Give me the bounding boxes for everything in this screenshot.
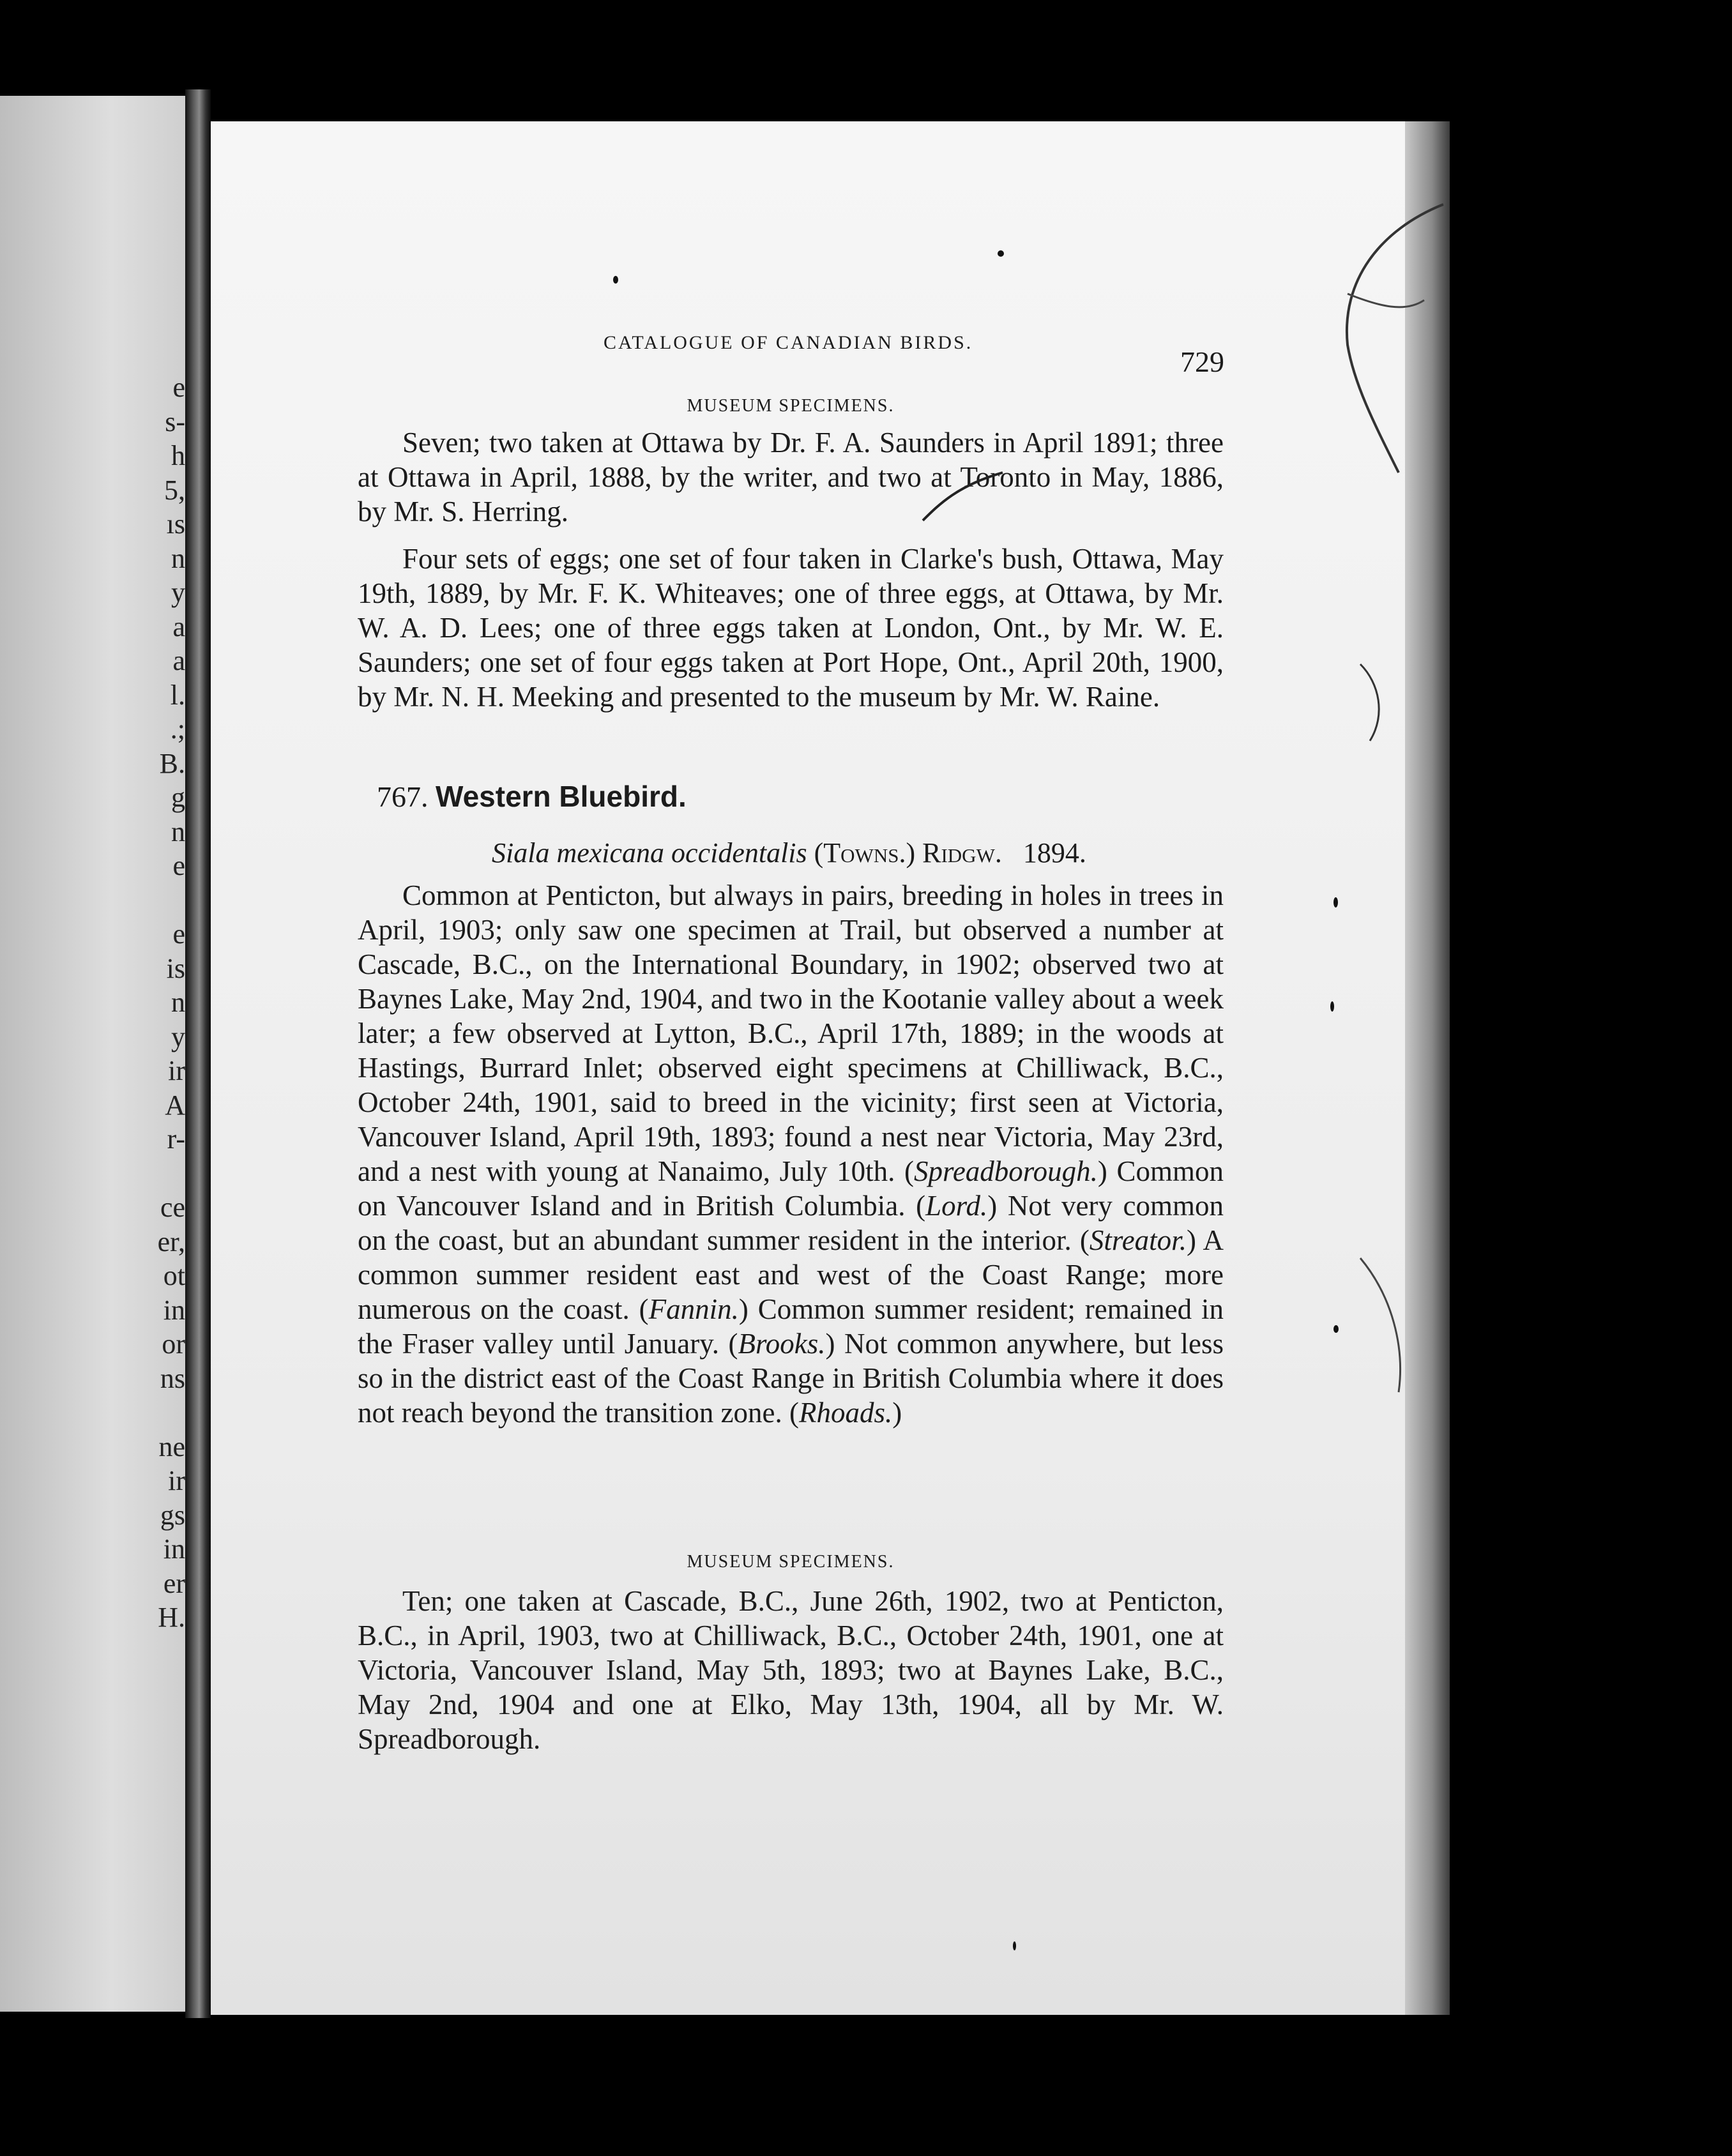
left-page-text-fragment: B. — [159, 747, 185, 779]
left-page-text-fragment: ir — [168, 1055, 185, 1086]
left-page-text-fragment: ir — [168, 1465, 185, 1496]
paragraph: Seven; two taken at Ottawa by Dr. F. A. Saunders in April 1891; three at Ottawa in April, 1888, by the writer, and two at Toronto in May, 1886, by Mr. S. Herring. — [358, 427, 1224, 528]
authority-citation: Spreadborough. — [913, 1155, 1098, 1187]
left-page-text-fragment: e — [172, 918, 185, 950]
species-account — [358, 878, 1224, 1430]
left-page-text-fragment: g — [171, 782, 185, 813]
left-page-text-fragment: ıs — [166, 508, 185, 540]
running-title: CATALOGUE OF CANADIAN BIRDS. — [604, 332, 973, 353]
left-page-text-fragment: n — [171, 816, 185, 847]
museum-specimens-section-2 — [358, 1552, 1224, 1756]
left-page-text-fragment: is — [166, 952, 185, 984]
left-page-text-fragment: l. — [170, 679, 185, 711]
authority-citation: Streator. — [1089, 1224, 1187, 1256]
left-page-text-fragment: A — [165, 1089, 185, 1121]
museum-specimens-section-1 — [358, 396, 1224, 714]
year: 1894. — [1022, 837, 1086, 869]
speck — [613, 276, 618, 284]
scientific-name: Siala mexicana occidentalis — [492, 837, 807, 869]
authority: Ridgw. — [922, 837, 1002, 869]
left-facing-page — [0, 96, 185, 2012]
left-page-text-fragment: ot — [163, 1260, 185, 1291]
species-common-name: Western Bluebird. — [436, 780, 687, 813]
left-page-text-fragment: e — [172, 372, 185, 403]
authority: (Towns.) — [814, 837, 916, 869]
left-page-text-fragment: 5, — [164, 474, 185, 506]
section-label: MUSEUM SPECIMENS. — [687, 1552, 895, 1572]
account-text: Common at Penticton, but always in pairs, breeding in holes in trees in April, 1903; only saw one specimen at Trail, but observed a number at Cascade, B.C., on the International Boundary, in 1902; observed two at Baynes Lake, May 2nd, 1904, and two in the Kootanie valley about a week later; a few observed at Lytton, B.C., April 17th, 1889; in the woods at Hastings, Burrard Inlet; observed eight specimens at Chilliwack, B.C., October 24th, 1901, said to breed in the vicinity; first seen at Victoria, Vancouver Island, April 19th, 1893; found a nest near Victoria, May 23rd, and a nest with young at Nanaimo, July 10th. ( — [358, 879, 1224, 1187]
speck — [1330, 1001, 1334, 1012]
account-text: ) A common summer resident east and west of the Coast Range; more numerous on the coast. ( — [358, 1224, 1224, 1325]
scientific-name-line — [492, 837, 1086, 869]
speck — [998, 250, 1004, 257]
pen-mark — [920, 460, 1009, 530]
scratch-marks — [1252, 179, 1456, 1520]
account-text: ) Not very common on the coast, but an abundant summer resident in the interior. ( — [358, 1190, 1224, 1256]
left-page-text-fragment: in — [163, 1294, 185, 1326]
left-page-text-fragment: n — [171, 987, 185, 1018]
left-page-text-fragment: n — [171, 542, 185, 574]
left-page-text-fragment: s- — [165, 406, 185, 437]
species-number: 767. — [377, 780, 429, 813]
left-page-text-fragment: r- — [167, 1123, 185, 1155]
page-number: 729 — [1180, 345, 1224, 378]
account-paragraph — [358, 878, 1224, 1430]
left-page-text-fragment: h — [171, 440, 185, 471]
book-gutter — [185, 89, 211, 2018]
account-text: ) Common on Vancouver Island and in British Columbia. ( — [358, 1155, 1224, 1222]
left-page-text-fragment: y — [171, 1021, 185, 1052]
speck — [1333, 897, 1338, 907]
left-page-text-fragment: er, — [157, 1226, 185, 1257]
left-page-text-fragment: a — [172, 645, 185, 676]
left-page-text-fragment: a — [172, 611, 185, 642]
left-page-text-fragment: in — [163, 1533, 185, 1565]
left-page-text-fragment: ns — [160, 1362, 185, 1394]
authority-citation: Lord. — [925, 1190, 988, 1222]
paragraph: Four sets of eggs; one set of four taken in Clarke's bush, Ottawa, May 19th, 1889, by Mr. F. K. Whiteaves; one of three eggs, at Ottawa, by Mr. W. A. D. Lees; one of three eggs taken at London, Ont., by Mr. W. E. Saunders; one set of four eggs taken at Port Hope, Ont., April 20th, 1900, by Mr. N. H. Meeking and presented to the museum by Mr. W. Raine. — [358, 543, 1224, 713]
account-text: ) Common summer resident; remained in the Fraser valley until January. ( — [358, 1293, 1224, 1360]
account-text: ) — [892, 1397, 902, 1429]
speck — [1333, 1325, 1339, 1333]
speck — [1013, 1941, 1016, 1950]
left-page-text-fragment: .; — [170, 713, 185, 745]
left-page-text-fragment: er — [163, 1567, 185, 1599]
account-text: ) Not common anywhere, but less so in the district east of the Coast Range in British Columbia where it does not reach beyond the transition zone. ( — [358, 1328, 1224, 1429]
authority-citation: Fannin. — [648, 1293, 739, 1325]
paragraph: Ten; one taken at Cascade, B.C., June 26th, 1902, two at Penticton, B.C., in April, 1903, two at Chilliwack, B.C., October 24th, 1901, one at Victoria, Vancouver Island, May 5th, 1893; two at Baynes Lake, B.C., May 2nd, 1904 and one at Elko, May 13th, 1904, all by Mr. W. Spreadborough. — [358, 1585, 1224, 1755]
authority-citation: Brooks. — [738, 1328, 826, 1360]
left-page-text-fragment: y — [171, 577, 185, 608]
left-page-text-fragment: H. — [158, 1602, 185, 1633]
left-page-text-fragment: e — [172, 850, 185, 881]
left-page-text-fragment: ce — [160, 1192, 185, 1223]
section-label: MUSEUM SPECIMENS. — [687, 396, 895, 416]
left-page-text-fragment: or — [162, 1328, 185, 1360]
species-heading — [377, 779, 687, 814]
left-page-text-fragment: gs — [160, 1499, 185, 1531]
left-page-text-fragment: ne — [158, 1431, 185, 1462]
authority-citation: Rhoads. — [799, 1397, 893, 1429]
